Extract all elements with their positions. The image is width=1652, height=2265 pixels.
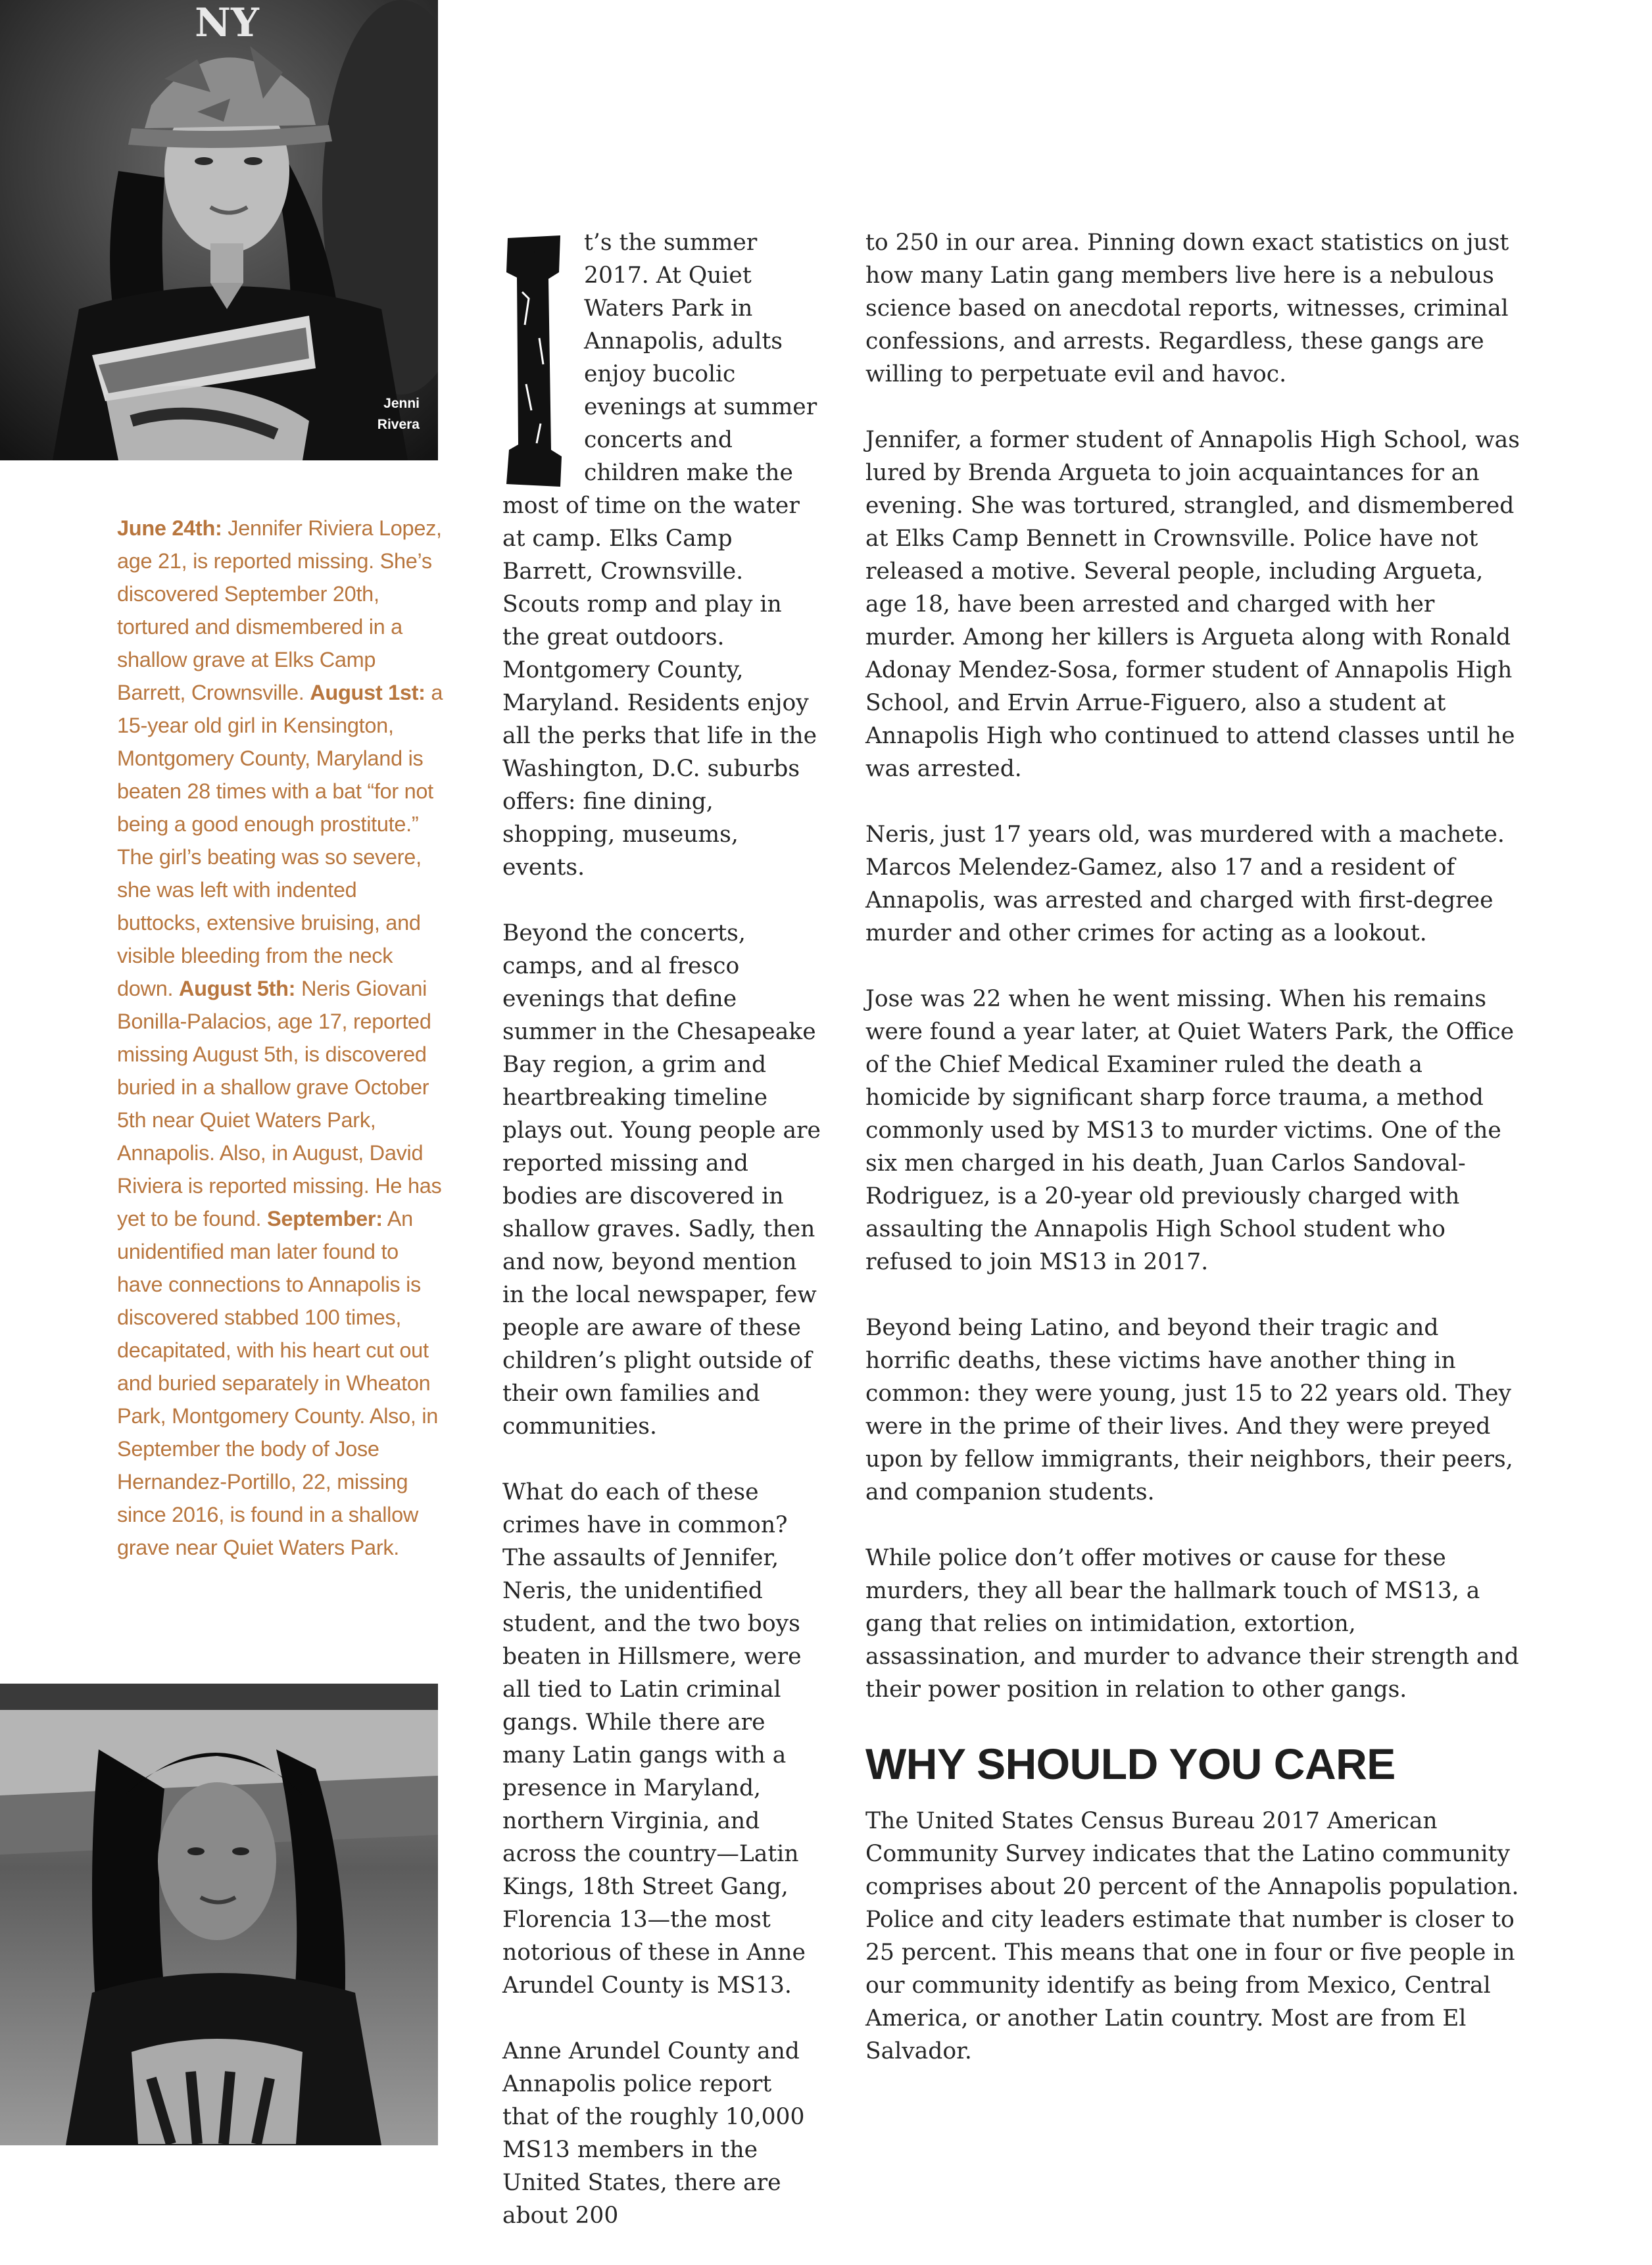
timeline-text: Jennifer Riviera Lopez, age 21, is reported missing. She’s discovered September 20th, tortured and dismembered in a shallow grave at Elks Camp Barrett, Crownsville. <box>117 516 442 704</box>
svg-text:NY: NY <box>195 0 259 46</box>
article-column-middle <box>502 226 823 2265</box>
portrait-illustration-top <box>0 0 438 460</box>
article-paragraph <box>502 226 823 884</box>
timeline-date: September: <box>267 1207 383 1230</box>
article-paragraph: Neris, just 17 years old, was murdered with a machete. Marcos Melendez-Gamez, also 17 and a resident of Annapolis, was arrested and charged with first-degree murder and other crimes for acting as a lookout. <box>865 821 1505 946</box>
dropcap-letter <box>502 233 566 489</box>
article-paragraph: to 250 in our area. Pinning down exact statistics on just how many Latin gang members live here is a nebulous science based on anecdotal reports, witnesses, criminal confessions, and arrests. Regardless, these gangs are willing to perpetuate evil and havoc. <box>865 230 1509 387</box>
article-paragraph: Anne Arundel County and Annapolis police report that of the roughly 10,000 MS13 members in the United States, there are about 200 <box>502 2038 805 2229</box>
timeline-text: An unidentified man later found to have connections to Annapolis is discovered stabbed 100 times, decapitated, with his heart cut out and buried separately in Wheaton Park, Montgomery County. Also, in September the body of Jose Hernandez-Portillo, 22, missing since 2016, is found in a shallow grave near Quiet Waters Park. <box>117 1207 439 1559</box>
article-column-right <box>865 226 1522 2101</box>
article-paragraph: The United States Census Bureau 2017 American Community Survey indicates that the Latino community comprises about 20 percent of the Annapolis population. Police and city leaders estimate that number is closer to 25 percent. This means that one in four or five people in our community identify as being from Mexico, Central America, or another Latin country. Most are from El Salvador. <box>865 1808 1519 2064</box>
portrait-illustration-bottom <box>0 1684 438 2145</box>
timeline-sidebar <box>117 512 446 1564</box>
timeline-date: June 24th: <box>117 516 222 540</box>
timeline-date: August 5th: <box>178 977 296 1000</box>
dropcap-text: I <box>534 252 535 253</box>
article-paragraph: What do each of these crimes have in common? The assaults of Jennifer, Neris, the unidentified student, and the two boys beaten in Hillsmere, were all tied to Latin criminal gangs. While there are many Latin gangs with a presence in Maryland, northern Virginia, and across the country—Latin Kings, 18th Street Gang, Florencia 13—the most notorious of these in Anne Arundel County is MS13. <box>502 1479 806 1999</box>
article-paragraph: While police don’t offer motives or cause for these murders, they all bear the hallmark touch of MS13, a gang that relies on intimidation, extortion, assassination, and murder to advance their strength and their power position in relation to other gangs. <box>865 1545 1519 1703</box>
timeline-text: a 15-year old girl in Kensington, Montgomery County, Maryland is beaten 28 times with a bat “for not being a good enough prostitute.” The girl’s beating was so severe, she was left with indented buttocks, extensive bruising, and visible bleeding from the neck down. <box>117 681 443 1000</box>
photo-damaris-reyes-rivas <box>0 1684 438 2145</box>
article-paragraph: Jose was 22 when he went missing. When his remains were found a year later, at Quiet Waters Park, the Office of the Chief Medical Examiner ruled the death a homicide by significant sharp force trauma, a method commonly used by MS13 to murder victims. One of the six men charged in his death, Juan Carlos Sandoval-Rodriguez, is a 20-year old previously charged with assaulting the Annapolis High School student who refused to join MS13 in 2017. <box>865 986 1515 1275</box>
article-paragraph: Beyond the concerts, camps, and al fresco evenings that define summer in the Chesapeake Bay region, a grim and heartbreaking timeline plays out. Young people are reported missing and bodies are discovered in shallow graves. Sadly, then and now, beyond mention in the local newspaper, few people are aware of these children’s plight outside of their own families and communities. <box>502 920 821 1440</box>
photo-jenni-rivera <box>0 0 438 460</box>
timeline-date: August 1st: <box>310 681 425 704</box>
caption-text: Jenni Rivera <box>377 396 420 432</box>
timeline-text: Neris Giovani Bonilla-Palacios, age 17, reported missing August 5th, is discovered buried in a shallow grave October 5th near Quiet Waters Park, Annapolis. Also, in August, David Riviera is reported missing. He has yet to be found. <box>117 977 442 1230</box>
photo-caption <box>301 393 420 435</box>
article-paragraph: Jennifer, a former student of Annapolis High School, was lured by Brenda Argueta to join acquaintances for an evening. She was tortured, strangled, and dismembered at Elks Camp Bennett in Crownsville. Police have not released a motive. Several people, including Argueta, age 18, have been arrested and charged with her murder. Among her killers is Argueta along with Ronald Adonay Mendez-Sosa, former student of Annapolis High School, and Ervin Arrue-Figuero, also a student at Annapolis High who continued to attend classes until he was arrested. <box>865 427 1520 782</box>
article-paragraph: Beyond being Latino, and beyond their tragic and horrific deaths, these victims have another thing in common: they were young, just 15 to 22 years old. They were in the prime of their lives. And they were preyed upon by fellow immigrants, their neighbors, their peers, and companion students. <box>865 1315 1513 1505</box>
section-heading: WHY SHOULD YOU CARE <box>865 1740 1396 1788</box>
article-paragraph-text: t’s the summer 2017. At Quiet Waters Park in Annapolis, adults enjoy bucolic evenings at summer concerts and children make the most of time on the water at camp. Elks Camp Barrett, Crownsville. Scouts romp and play in the great outdoors. Montgomery County, Maryland. Residents enjoy all the perks that life in the Washington, D.C. suburbs offers: fine dining, shopping, museums, events. <box>502 230 817 881</box>
